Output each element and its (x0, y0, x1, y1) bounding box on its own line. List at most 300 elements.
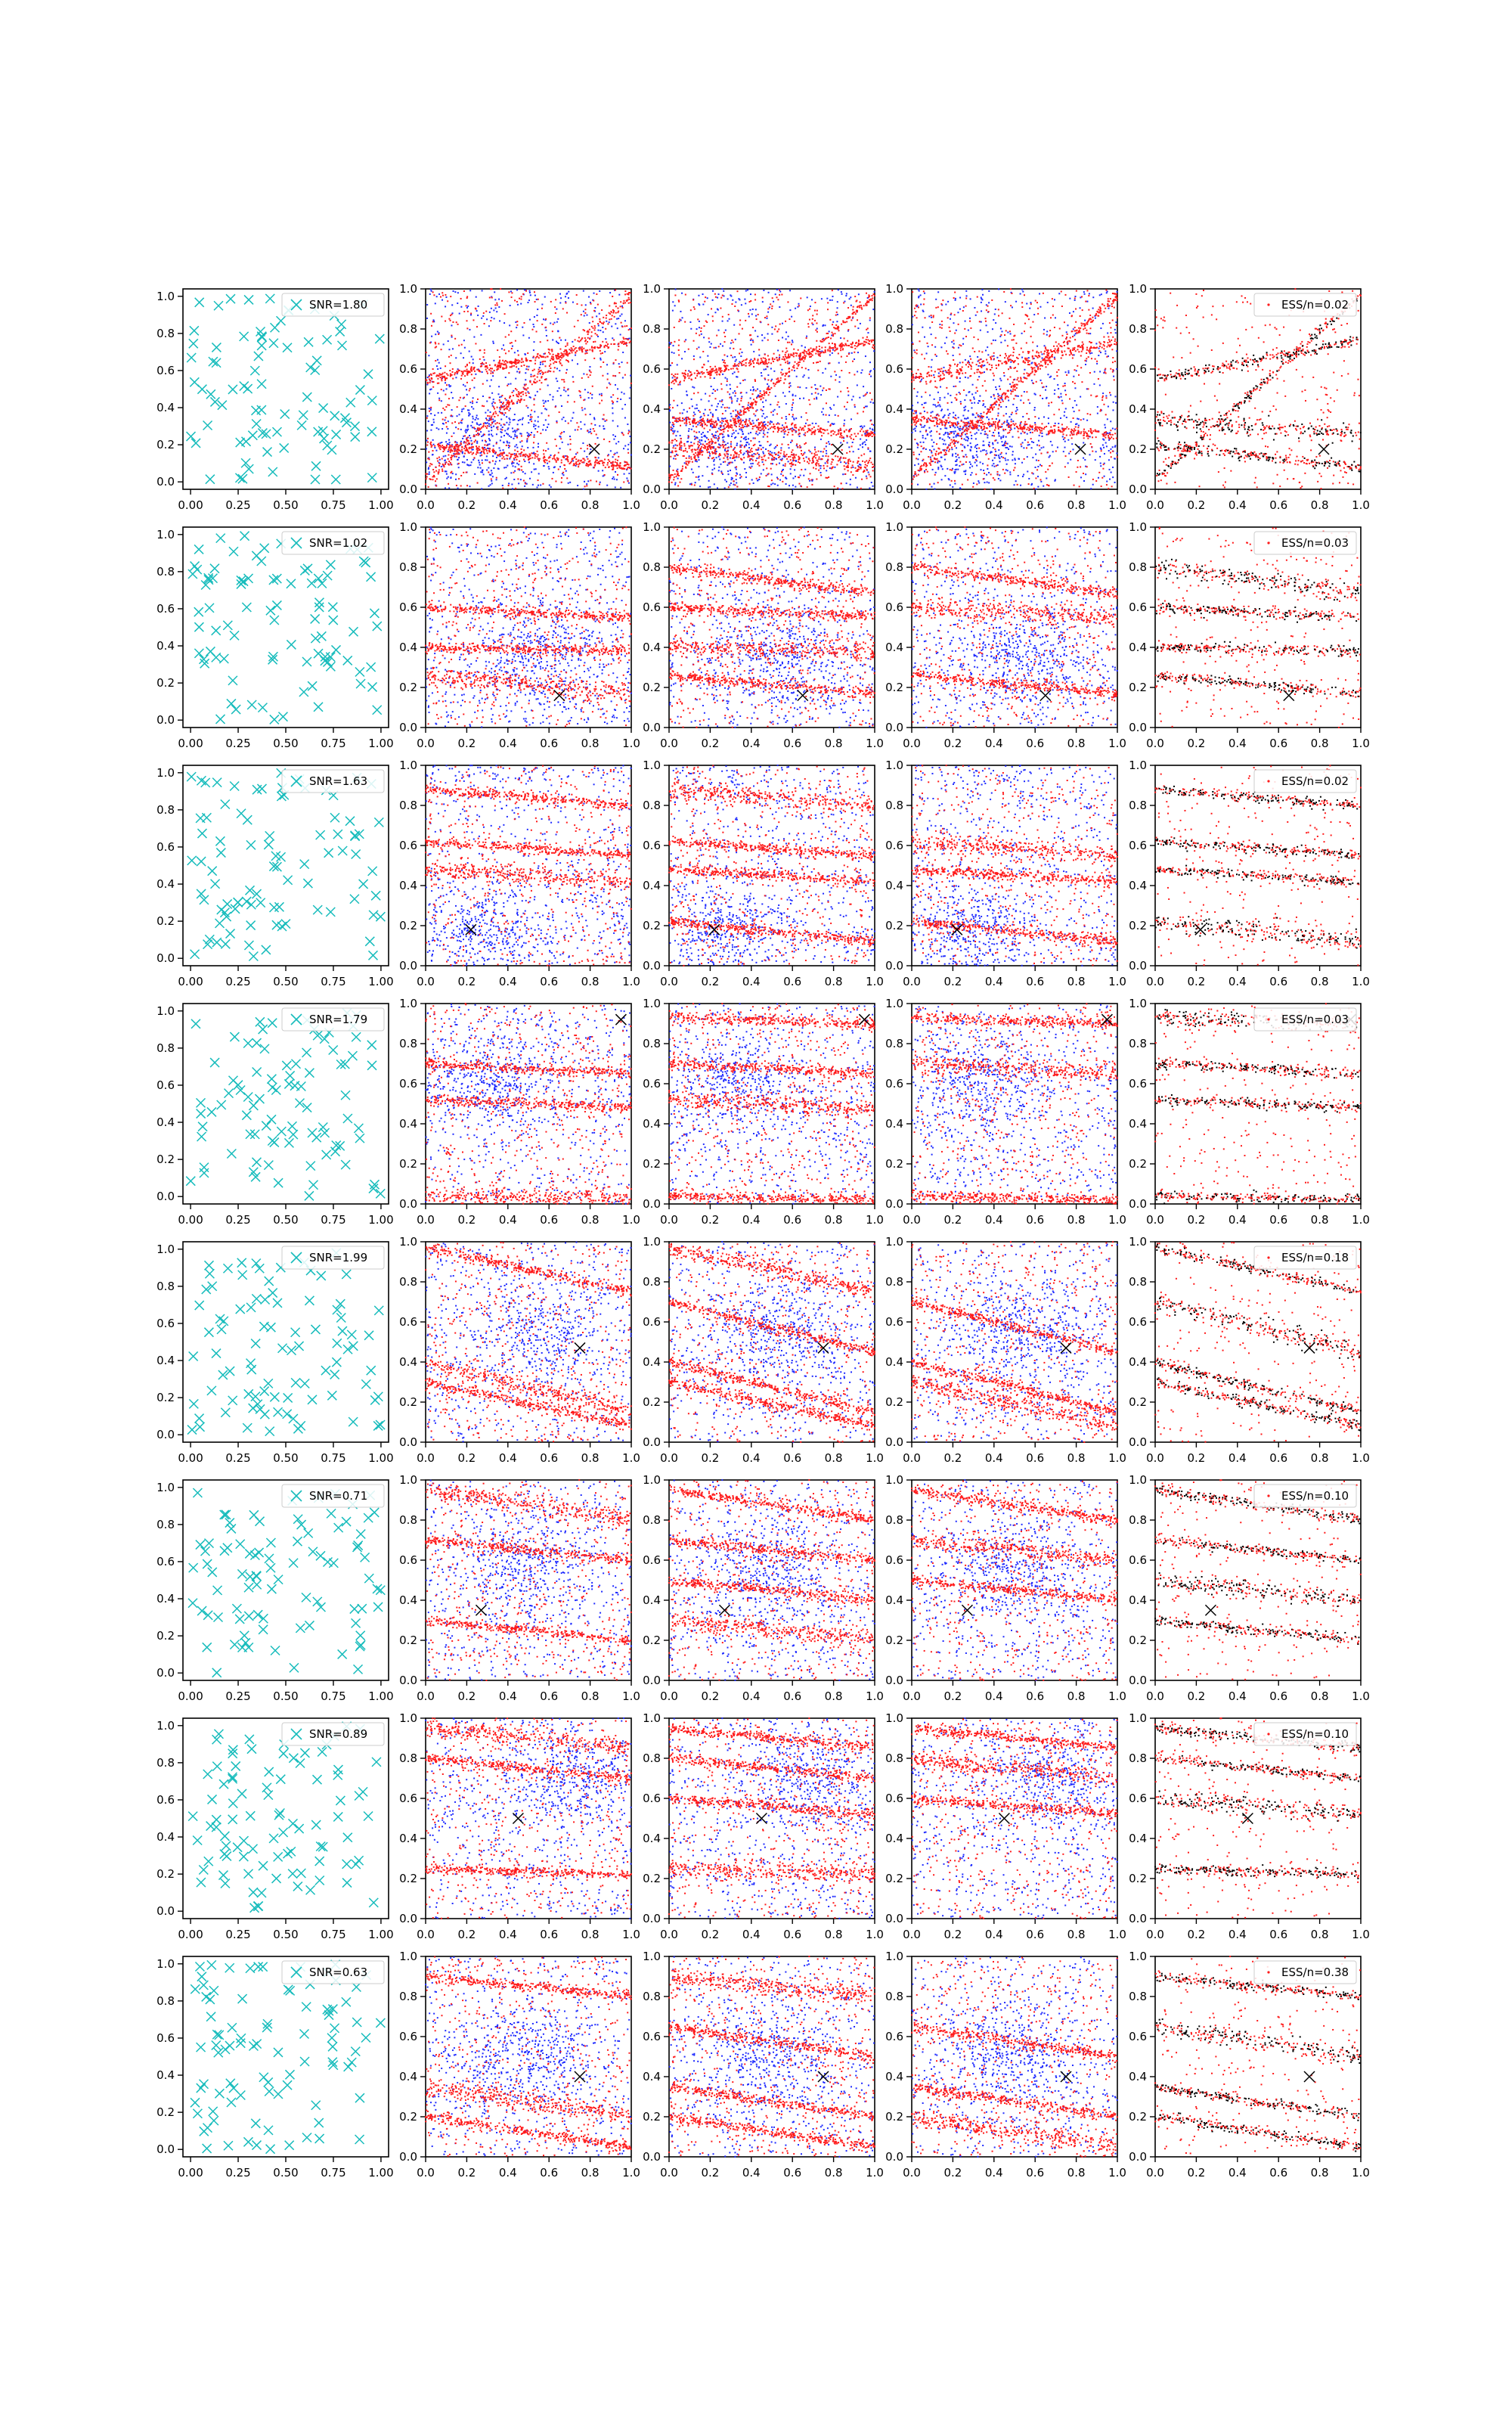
cyan-x-point (190, 377, 199, 386)
blue-sample (486, 380, 488, 381)
blue-sample (621, 314, 622, 315)
blue-sample (552, 399, 553, 400)
x-tick-label: 1.00 (368, 498, 393, 512)
blue-sample (593, 417, 595, 419)
blue-sample (568, 395, 569, 396)
blue-sample (463, 408, 464, 410)
blue-sample (480, 424, 482, 425)
blue-sample (480, 471, 482, 473)
blue-sample (491, 473, 493, 474)
blue-sample (498, 306, 500, 308)
panel-sample-scatter (399, 282, 640, 512)
blue-sample (516, 371, 518, 372)
blue-sample (482, 290, 483, 291)
blue-sample (476, 417, 477, 418)
cyan-x-point (299, 411, 308, 420)
blue-sample (472, 416, 473, 417)
blue-sample (445, 441, 447, 442)
blue-sample (506, 416, 507, 417)
blue-sample (517, 424, 519, 425)
blue-sample (498, 386, 500, 387)
blue-sample (491, 380, 492, 381)
blue-sample (476, 402, 478, 403)
blue-sample (627, 444, 629, 445)
blue-sample (515, 378, 516, 380)
blue-sample (513, 419, 515, 420)
blue-sample (597, 437, 599, 439)
blue-sample (466, 459, 468, 461)
blue-sample (609, 321, 610, 323)
blue-sample (499, 447, 500, 448)
blue-sample (550, 394, 551, 396)
blue-sample (484, 359, 485, 361)
blue-sample (473, 337, 475, 338)
blue-sample (464, 347, 466, 349)
cyan-x-point (336, 327, 345, 336)
blue-sample (449, 442, 451, 443)
blue-sample (586, 483, 587, 485)
blue-sample (463, 455, 465, 457)
blue-sample (532, 447, 534, 448)
cyan-x-point (257, 405, 266, 414)
blue-sample (513, 431, 514, 433)
blue-sample (565, 455, 566, 457)
cyan-x-point (302, 392, 311, 402)
y-tick-label: 0.4 (156, 401, 175, 414)
blue-sample (514, 414, 516, 415)
blue-sample (516, 430, 518, 431)
cyan-x-point (319, 404, 328, 413)
blue-sample (437, 359, 438, 361)
blue-sample (532, 324, 534, 325)
blue-sample (438, 398, 440, 399)
blue-sample (458, 467, 460, 468)
blue-sample (466, 394, 468, 396)
blue-sample (516, 447, 518, 448)
blue-sample (462, 451, 463, 453)
blue-sample (565, 296, 566, 297)
cyan-x-point (364, 370, 373, 379)
blue-sample (525, 379, 526, 380)
blue-sample (476, 422, 478, 424)
blue-sample (502, 485, 503, 486)
blue-sample (433, 421, 435, 423)
blue-sample (426, 304, 428, 306)
blue-sample (466, 389, 467, 390)
blue-sample (536, 299, 538, 300)
blue-sample (446, 478, 448, 479)
blue-sample (479, 462, 480, 464)
blue-sample (607, 373, 609, 374)
blue-sample (466, 429, 467, 430)
blue-sample (538, 443, 539, 445)
blue-sample (468, 465, 469, 467)
blue-sample (429, 473, 430, 475)
blue-sample (472, 358, 474, 360)
blue-sample (501, 348, 503, 349)
blue-sample (566, 369, 568, 371)
blue-sample (509, 419, 510, 420)
blue-sample (533, 341, 534, 343)
blue-sample (435, 334, 436, 335)
blue-sample (539, 367, 541, 368)
blue-sample (429, 408, 430, 409)
blue-sample (562, 417, 564, 418)
cyan-x-point (280, 443, 289, 452)
blue-sample (522, 334, 524, 336)
blue-sample (527, 302, 528, 303)
blue-sample (548, 466, 550, 467)
blue-sample (493, 467, 494, 469)
blue-sample (477, 315, 479, 316)
blue-sample (617, 426, 618, 427)
blue-sample (522, 417, 524, 419)
blue-sample (431, 336, 432, 337)
cyan-x-point (240, 332, 249, 341)
blue-sample (486, 455, 488, 457)
blue-sample (510, 436, 512, 438)
blue-sample (466, 307, 468, 309)
blue-sample (624, 404, 626, 405)
blue-sample (434, 447, 435, 448)
blue-sample (462, 461, 463, 463)
blue-sample (428, 355, 429, 356)
blue-sample (513, 479, 515, 480)
blue-sample (557, 318, 559, 320)
cyan-x-point (243, 384, 253, 393)
blue-sample (538, 426, 539, 427)
blue-sample (429, 392, 430, 394)
cyan-x-point (312, 356, 321, 365)
blue-sample (525, 368, 527, 370)
cyan-x-point (212, 358, 221, 368)
blue-sample (433, 419, 435, 420)
blue-sample (615, 384, 616, 386)
blue-sample (515, 466, 516, 467)
blue-sample (469, 402, 471, 403)
blue-sample (518, 482, 519, 484)
blue-sample (600, 482, 601, 483)
blue-sample (517, 350, 519, 352)
blue-sample (493, 421, 494, 423)
blue-sample (572, 359, 573, 361)
blue-sample (522, 419, 523, 420)
blue-sample (619, 315, 621, 317)
blue-sample (527, 407, 528, 408)
blue-sample (513, 459, 515, 461)
blue-sample (426, 440, 427, 442)
blue-sample (432, 439, 434, 441)
blue-sample (526, 441, 528, 442)
blue-sample (628, 473, 630, 474)
cyan-x-point (311, 365, 320, 374)
blue-sample (547, 463, 548, 464)
blue-sample (581, 409, 583, 411)
blue-sample (534, 295, 536, 296)
blue-sample (531, 418, 532, 420)
blue-sample (628, 482, 630, 484)
x-tick-label: 0.8 (825, 498, 843, 512)
cyan-x-point (271, 323, 280, 332)
blue-sample (479, 464, 481, 466)
blue-sample (543, 318, 544, 320)
blue-sample (615, 443, 617, 445)
blue-sample (503, 449, 504, 451)
blue-sample (512, 346, 513, 347)
blue-sample (575, 465, 577, 467)
blue-sample (528, 337, 530, 339)
blue-sample (519, 442, 521, 443)
blue-sample (436, 427, 438, 429)
blue-sample (616, 401, 618, 402)
blue-sample (618, 363, 620, 365)
blue-sample (525, 372, 526, 374)
blue-sample (467, 409, 469, 411)
blue-sample (529, 290, 531, 292)
blue-sample (482, 371, 483, 373)
blue-sample (528, 461, 530, 463)
cyan-x-point (304, 337, 313, 346)
blue-sample (598, 325, 600, 327)
blue-sample (565, 390, 566, 392)
blue-sample (432, 454, 433, 455)
cyan-x-point (272, 427, 281, 436)
blue-sample (584, 451, 585, 452)
blue-sample (528, 415, 529, 417)
blue-sample (469, 486, 471, 487)
cyan-x-point (327, 445, 336, 455)
cyan-x-point (226, 294, 235, 303)
blue-sample (481, 436, 482, 437)
cyan-x-point (280, 410, 290, 419)
cyan-x-point (248, 431, 257, 440)
blue-sample (510, 472, 512, 473)
blue-sample (568, 297, 569, 299)
blue-sample (615, 471, 616, 473)
y-tick-label: 0.2 (399, 442, 417, 456)
blue-sample (556, 420, 557, 422)
blue-sample (554, 322, 556, 324)
blue-sample (525, 354, 526, 355)
blue-sample (486, 469, 488, 470)
cyan-x-point (337, 341, 346, 350)
blue-sample (547, 400, 549, 402)
blue-sample (426, 448, 427, 449)
blue-sample (472, 402, 473, 404)
cyan-x-point (367, 427, 376, 436)
blue-sample (451, 476, 452, 478)
blue-sample (600, 330, 601, 331)
blue-sample (562, 474, 564, 476)
blue-sample (544, 408, 546, 409)
blue-sample (522, 471, 524, 473)
blue-sample (485, 417, 487, 419)
blue-sample (445, 296, 447, 298)
x-tick-label: 0.50 (273, 498, 298, 512)
x-tick-label: 0.2 (701, 498, 719, 512)
blue-sample (491, 436, 493, 437)
y-tick-label: 1.0 (643, 282, 661, 296)
blue-sample (528, 366, 530, 368)
cyan-x-point (257, 380, 266, 389)
blue-sample (522, 327, 523, 328)
blue-sample (545, 419, 547, 420)
cyan-x-point (206, 475, 215, 484)
blue-sample (513, 438, 514, 439)
cyan-x-point (244, 295, 253, 304)
blue-sample (598, 457, 600, 458)
blue-sample (426, 415, 428, 417)
blue-sample (507, 465, 508, 467)
blue-sample (500, 450, 501, 451)
blue-sample (509, 442, 510, 444)
blue-sample (546, 335, 547, 337)
blue-sample (560, 395, 562, 396)
blue-sample (553, 472, 554, 473)
blue-sample (488, 443, 490, 445)
blue-sample (506, 433, 507, 434)
cyan-x-point (346, 398, 355, 407)
x-tick-label: 0.2 (457, 498, 476, 512)
x-tick-label: 0.00 (178, 498, 203, 512)
blue-sample (433, 444, 435, 445)
cyan-x-point (323, 335, 332, 344)
blue-sample (445, 306, 446, 307)
blue-sample (432, 424, 433, 426)
blue-sample (559, 448, 561, 449)
blue-sample (622, 352, 624, 353)
blue-sample (479, 452, 481, 454)
blue-sample (505, 377, 507, 378)
blue-sample (455, 473, 457, 475)
cyan-x-point (263, 448, 272, 457)
blue-sample (480, 467, 482, 469)
blue-sample (499, 455, 500, 457)
blue-sample (437, 392, 438, 394)
blue-sample (585, 304, 587, 306)
blue-sample (559, 370, 560, 371)
blue-sample (598, 470, 600, 472)
blue-sample (511, 483, 513, 485)
blue-sample (615, 323, 616, 324)
blue-sample (612, 403, 613, 405)
blue-sample (540, 364, 541, 365)
blue-sample (548, 468, 550, 470)
blue-sample (451, 324, 452, 326)
x-tick-label: 0.25 (225, 498, 250, 512)
blue-sample (545, 330, 547, 331)
blue-sample (587, 480, 589, 482)
blue-sample (596, 315, 597, 317)
blue-sample (463, 462, 465, 464)
blue-sample (510, 290, 512, 292)
blue-sample (499, 407, 500, 408)
blue-sample (561, 405, 562, 407)
y-tick-label: 0.0 (156, 475, 175, 489)
blue-sample (528, 433, 529, 435)
blue-sample (491, 392, 493, 394)
cyan-x-point (283, 343, 292, 352)
blue-sample (565, 470, 567, 472)
blue-sample (457, 459, 458, 461)
blue-sample (509, 458, 510, 460)
blue-sample (469, 351, 470, 352)
blue-sample (584, 315, 585, 316)
blue-sample (471, 406, 472, 408)
blue-sample (457, 302, 458, 304)
blue-sample (520, 479, 522, 480)
blue-sample (557, 390, 559, 392)
blue-sample (563, 431, 565, 433)
blue-sample (556, 368, 558, 369)
blue-sample (579, 395, 581, 396)
cyan-x-point (311, 461, 321, 470)
x-tick-label: 1.0 (622, 498, 640, 512)
blue-sample (581, 428, 582, 430)
blue-sample (540, 361, 541, 363)
blue-sample (620, 399, 621, 400)
blue-sample (499, 460, 500, 461)
blue-sample (472, 427, 473, 428)
blue-sample (599, 425, 600, 427)
blue-sample (508, 424, 510, 425)
blue-sample (560, 436, 562, 438)
blue-sample (599, 394, 600, 396)
blue-sample (495, 461, 497, 462)
blue-sample (510, 305, 511, 306)
blue-sample (570, 420, 572, 421)
blue-sample (516, 289, 518, 290)
blue-sample (514, 453, 516, 455)
cyan-x-point (367, 473, 376, 482)
blue-sample (631, 455, 632, 456)
blue-sample (486, 401, 488, 402)
blue-sample (616, 318, 618, 320)
blue-sample (530, 397, 531, 399)
cyan-x-point (311, 475, 320, 484)
blue-sample (469, 329, 470, 330)
blue-sample (547, 448, 549, 450)
blue-sample (482, 470, 483, 471)
blue-sample (615, 436, 616, 437)
blue-sample (514, 436, 516, 437)
blue-sample (538, 446, 539, 448)
blue-sample (484, 447, 485, 448)
blue-sample (469, 437, 471, 439)
blue-sample (550, 486, 552, 488)
blue-sample (527, 447, 528, 448)
x-tick-label: 0.4 (499, 498, 517, 512)
blue-sample (572, 341, 573, 343)
blue-sample (590, 448, 591, 450)
blue-sample (504, 430, 506, 432)
cyan-x-point (254, 352, 263, 361)
blue-sample (479, 424, 480, 426)
blue-sample (445, 382, 446, 383)
blue-sample (624, 393, 625, 395)
blue-sample (476, 414, 478, 416)
cyan-x-point (351, 422, 360, 431)
blue-sample (510, 421, 511, 423)
blue-sample (480, 334, 482, 336)
blue-sample (569, 436, 571, 437)
cyan-x-point (187, 353, 196, 362)
blue-sample (593, 293, 595, 294)
y-tick-label: 0.0 (399, 482, 417, 496)
blue-sample (618, 294, 620, 296)
blue-sample (429, 374, 430, 376)
blue-sample (606, 364, 608, 365)
